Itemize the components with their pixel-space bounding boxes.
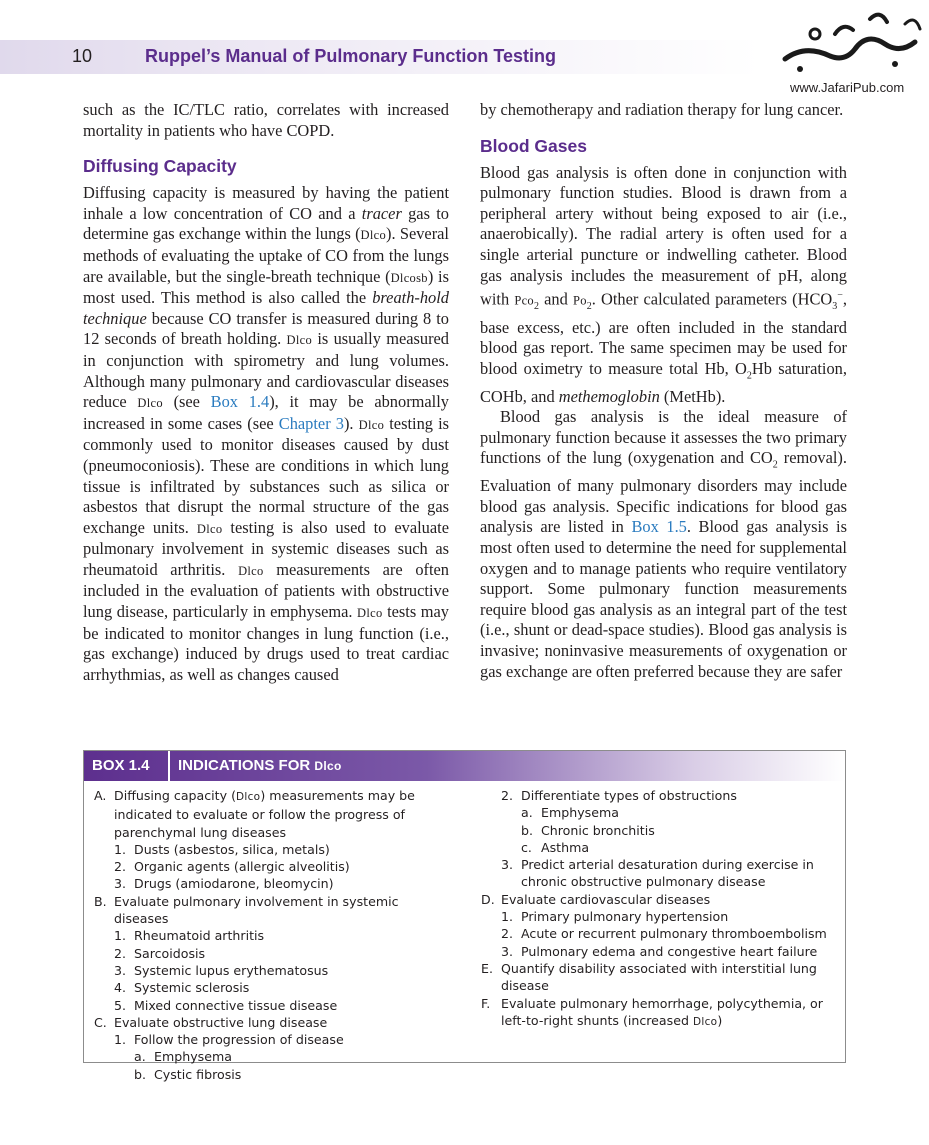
box-list-item bbox=[94, 979, 454, 996]
box-header bbox=[84, 751, 845, 781]
chapter-3-link[interactable]: Chapter 3 bbox=[278, 413, 344, 433]
box-list-item bbox=[481, 891, 841, 908]
box-list-item bbox=[94, 962, 454, 979]
list-marker: 2. bbox=[501, 788, 514, 803]
list-marker: C. bbox=[94, 1014, 107, 1030]
list-item-text: Sarcoidosis bbox=[134, 945, 206, 961]
list-item-text: Predict arterial desaturation during exercise in chronic obstructive pulmonary disease bbox=[521, 857, 814, 890]
list-marker: a. bbox=[134, 1049, 146, 1065]
box-list-item bbox=[94, 875, 454, 892]
list-item-text-cont: ) measurements may be indicated to evaluate or follow the progress of parenchymal lung diseases bbox=[114, 788, 415, 840]
box-label: BOX 1.4 bbox=[92, 757, 150, 774]
list-marker: 2. bbox=[114, 945, 127, 961]
list-marker: b. bbox=[521, 822, 533, 838]
box-list-item bbox=[481, 943, 841, 960]
box-list-item bbox=[94, 858, 454, 875]
publisher-logo bbox=[775, 4, 925, 82]
list-item-text: Systemic lupus erythematosus bbox=[134, 962, 329, 978]
list-item-text: Primary pulmonary hypertension bbox=[521, 909, 729, 925]
box-title: INDICATIONS FOR Dlco bbox=[178, 757, 342, 774]
box-list-item bbox=[94, 787, 454, 841]
box-list-item bbox=[481, 822, 841, 839]
list-item-text: Emphysema bbox=[154, 1049, 232, 1065]
list-item-text: Evaluate pulmonary involvement in systemic diseases bbox=[114, 893, 399, 927]
book-title: Ruppel’s Manual of Pulmonary Function Testing bbox=[145, 46, 557, 66]
list-marker: B. bbox=[94, 893, 107, 909]
box-list-item bbox=[481, 908, 841, 925]
box-list-right bbox=[481, 787, 841, 1031]
left-column bbox=[83, 100, 449, 685]
blood-gases-paragraph-1: Blood gas analysis is often done in conjunction with pulmonary function studies. Blood is drawn from a peripheral artery without being exposed to air (i.e., anaerobically). The radial artery is often used for a single arterial puncture or indwelling catheter. Blood gas analysis includes the measurement of pH, along with Pco$_2$ and $Po_2$. Other calculated parameters ($HCO_3^-$, base excess, etc.) are often included in the standard blood gas report. The same specimen may be used for blood oximetry to measure total Hb, $O_2Hb$ saturation, COHb, and methemoglobin (MetHb). bbox=[480, 162, 847, 406]
list-marker: F. bbox=[481, 995, 491, 1011]
box-list-item bbox=[481, 856, 841, 891]
diffusing-capacity-heading: Diffusing Capacity bbox=[83, 156, 237, 177]
list-item-text: Drugs (amiodarone, bleomycin) bbox=[134, 876, 334, 892]
list-marker: 2. bbox=[114, 859, 127, 875]
box-1-5-link[interactable]: Box 1.5 bbox=[631, 517, 687, 537]
list-item-text: Follow the progression of disease bbox=[134, 1032, 344, 1048]
list-item-text: Differentiate types of obstructions bbox=[521, 788, 737, 803]
list-item-text: Evaluate obstructive lung disease bbox=[114, 1014, 328, 1030]
box-list-item bbox=[94, 927, 454, 944]
list-marker: 4. bbox=[114, 980, 127, 996]
list-item-text-cont: ) bbox=[717, 1012, 723, 1028]
list-item-text: Mixed connective tissue disease bbox=[134, 997, 338, 1013]
box-list-item bbox=[94, 1066, 454, 1083]
list-item-text: Evaluate pulmonary hemorrhage, polycythemia, or left-to-right shunts (increased bbox=[501, 995, 823, 1028]
box-header-divider bbox=[168, 751, 170, 781]
list-marker: E. bbox=[481, 960, 493, 976]
list-marker: 1. bbox=[114, 841, 127, 857]
box-list-item bbox=[94, 945, 454, 962]
list-marker: 2. bbox=[501, 926, 514, 942]
box-list-item bbox=[481, 787, 841, 804]
list-item-abbrev: Dlco bbox=[692, 1015, 718, 1028]
list-item-text: Dusts (asbestos, silica, metals) bbox=[134, 841, 330, 857]
box-list-item bbox=[481, 804, 841, 821]
list-marker: 3. bbox=[501, 943, 514, 959]
list-marker: 3. bbox=[501, 857, 514, 873]
publisher-url: www.JafariPub.com bbox=[790, 80, 905, 95]
list-marker: 1. bbox=[114, 1032, 127, 1048]
box-1-4 bbox=[83, 750, 846, 1082]
list-marker: c. bbox=[521, 839, 532, 855]
box-1-4-link[interactable]: Box 1.4 bbox=[210, 392, 270, 412]
list-marker: a. bbox=[521, 805, 533, 821]
list-item-text: Organic agents (allergic alveolitis) bbox=[134, 859, 350, 875]
box-list-item bbox=[481, 839, 841, 856]
list-item-text: Diffusing capacity ( bbox=[114, 788, 236, 803]
box-list-item bbox=[481, 925, 841, 942]
list-marker: 1. bbox=[114, 928, 127, 944]
box-list-item bbox=[94, 1014, 454, 1031]
list-marker: D. bbox=[481, 891, 495, 907]
list-item-text: Cystic fibrosis bbox=[154, 1066, 242, 1082]
list-marker: b. bbox=[134, 1066, 146, 1082]
list-item-text: Systemic sclerosis bbox=[134, 980, 250, 996]
list-item-text: Pulmonary edema and congestive heart failure bbox=[521, 943, 818, 959]
list-marker: 5. bbox=[114, 997, 127, 1013]
page-number: 10 bbox=[72, 46, 93, 66]
list-item-text: Quantify disability associated with interstitial lung disease bbox=[501, 960, 817, 994]
diffusing-capacity-paragraph: Diffusing capacity is measured by having the patient inhale a low concentration of CO and a tracer gas to determine gas exchange within the lungs (Dlco). Several methods of evaluating the uptake of CO from the lungs are available, but the single-breath technique (Dlcosb) is most used. This method is also called the breath-hold technique because CO transfer is measured during 8 to 12 seconds of breath holding. Dlco is usually measured in conjunction with spirometry and lung volumes. Although many pulmonary and cardiovascular diseases reduce Dlco (see Box 1.4), it may be abnormally increased in some cases (see Chapter 3). Dlco testing is commonly used to monitor diseases caused by dust (pneumoconiosis). These are conditions in which lung tissue is infiltrated by substances such as silica or asbestos that disrupt the normal structure of the gas exchange units. Dlco testing is also used to evaluate pulmonary involvement in systemic diseases such as rheumatoid arthritis. Dlco measurements are often included in the evaluation of patients with obstructive lung disease, particularly in emphysema. Dlco tests may be indicated to monitor changes in lung function (i.e., gas exchange) induced by drugs used to treat cardiac arrhythmias, as well as changes caused bbox=[83, 183, 450, 684]
list-marker: 3. bbox=[114, 962, 127, 978]
list-item-text: Rheumatoid arthritis bbox=[134, 928, 265, 944]
list-marker: 3. bbox=[114, 876, 127, 892]
list-item-text: Emphysema bbox=[541, 805, 619, 821]
box-list-left bbox=[94, 787, 454, 1083]
list-item-text: Evaluate cardiovascular diseases bbox=[501, 891, 711, 907]
box-list-item bbox=[481, 960, 841, 995]
box-list-item bbox=[94, 893, 454, 928]
list-item-text: Acute or recurrent pulmonary thromboembolism bbox=[521, 926, 827, 942]
right-column bbox=[480, 100, 847, 682]
box-list-item bbox=[481, 995, 841, 1032]
box-list-item bbox=[94, 997, 454, 1014]
right-intro-text: by chemotherapy and radiation therapy for lung cancer. bbox=[480, 100, 844, 119]
list-marker: 1. bbox=[501, 909, 514, 925]
left-intro-text: such as the IC/TLC ratio, correlates with increased mortality in patients who have COPD. bbox=[83, 100, 449, 140]
blood-gases-paragraph-2: Blood gas analysis is the ideal measure of pulmonary function because it assesses the two primary functions of the lung (oxygenation and $CO_2$ removal). Evaluation of many pulmonary disorders may include blood gas analysis. Specific indications for blood gas analysis are listed in Box 1.5. Blood gas analysis is most often used to determine the need for supplemental oxygen and to manage patients who require ventilatory support. Some pulmonary function measurements require blood gas analysis as an integral part of the test (i.e., shunt or dead-space studies). Blood gas analysis is invasive; noninvasive measurements of oxygenation or gas exchange are often preferred because they are safer bbox=[480, 407, 847, 681]
list-item-abbrev: Dlco bbox=[235, 791, 261, 803]
box-list-item bbox=[94, 1048, 454, 1065]
box-list-item bbox=[94, 1031, 454, 1048]
list-item-text: Chronic bronchitis bbox=[541, 822, 655, 838]
list-item-text: Asthma bbox=[541, 839, 590, 855]
blood-gases-heading: Blood Gases bbox=[480, 135, 587, 156]
list-marker: A. bbox=[94, 788, 107, 803]
box-list-item bbox=[94, 841, 454, 858]
